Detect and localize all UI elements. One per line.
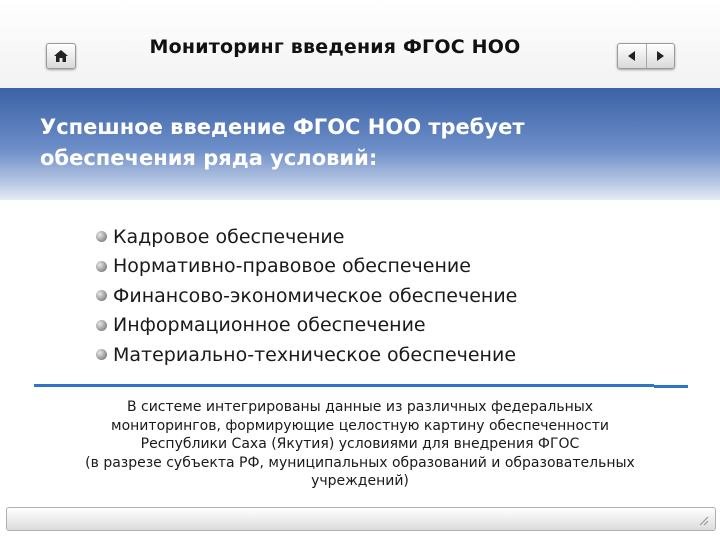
footnote-line: В системе интегрированы данные из различных федеральных: [126, 399, 594, 415]
bullet-icon: [96, 290, 107, 301]
divider-accent: [654, 385, 688, 388]
slide-header: [0, 0, 720, 88]
list-item: [96, 281, 517, 311]
divider: [34, 384, 654, 387]
chevron-left-icon: [627, 51, 636, 61]
list-item-label: Нормативно-правовое обеспечение: [113, 255, 471, 278]
bullet-icon: [96, 320, 107, 331]
bullet-icon: [96, 231, 107, 242]
resize-grip-icon[interactable]: [697, 514, 709, 526]
slide-heading: [40, 112, 680, 174]
list-item: [96, 340, 517, 370]
header-title: Мониторинг введения ФГОС НОО: [149, 36, 521, 58]
slide-nav: [617, 43, 675, 69]
home-button[interactable]: [46, 43, 76, 69]
footnote-line: Республики Саха (Якутия) условиями для внедрения ФГОС: [140, 436, 580, 452]
list-item: [96, 222, 517, 252]
list-item: [96, 252, 517, 282]
bottom-toolbar: [6, 507, 716, 531]
footnote-line: мониторингов, формирующие целостную картину обеспеченности: [111, 417, 609, 434]
footnote-line: (в разрезе субъекта РФ, муниципальных образований и образовательных: [85, 454, 635, 471]
slide-heading-line: Успешное введение ФГОС НОО требует: [40, 115, 525, 139]
next-slide-button[interactable]: [646, 44, 675, 68]
bullet-icon: [96, 349, 107, 360]
conditions-list: [96, 222, 517, 370]
home-icon: [53, 49, 69, 63]
list-item-label: Кадровое обеспечение: [113, 225, 345, 248]
footnote: [40, 398, 680, 491]
bullet-icon: [96, 261, 107, 272]
chevron-right-icon: [656, 51, 665, 61]
prev-slide-button[interactable]: [618, 44, 646, 68]
list-item-label: Финансово-экономическое обеспечение: [113, 284, 518, 307]
list-item-label: Материально-техническое обеспечение: [113, 343, 517, 366]
slide-heading-line: обеспечения ряда условий:: [40, 146, 378, 170]
list-item-label: Информационное обеспечение: [113, 314, 426, 337]
list-item: [96, 311, 517, 341]
footnote-line: учреждений): [311, 473, 409, 489]
